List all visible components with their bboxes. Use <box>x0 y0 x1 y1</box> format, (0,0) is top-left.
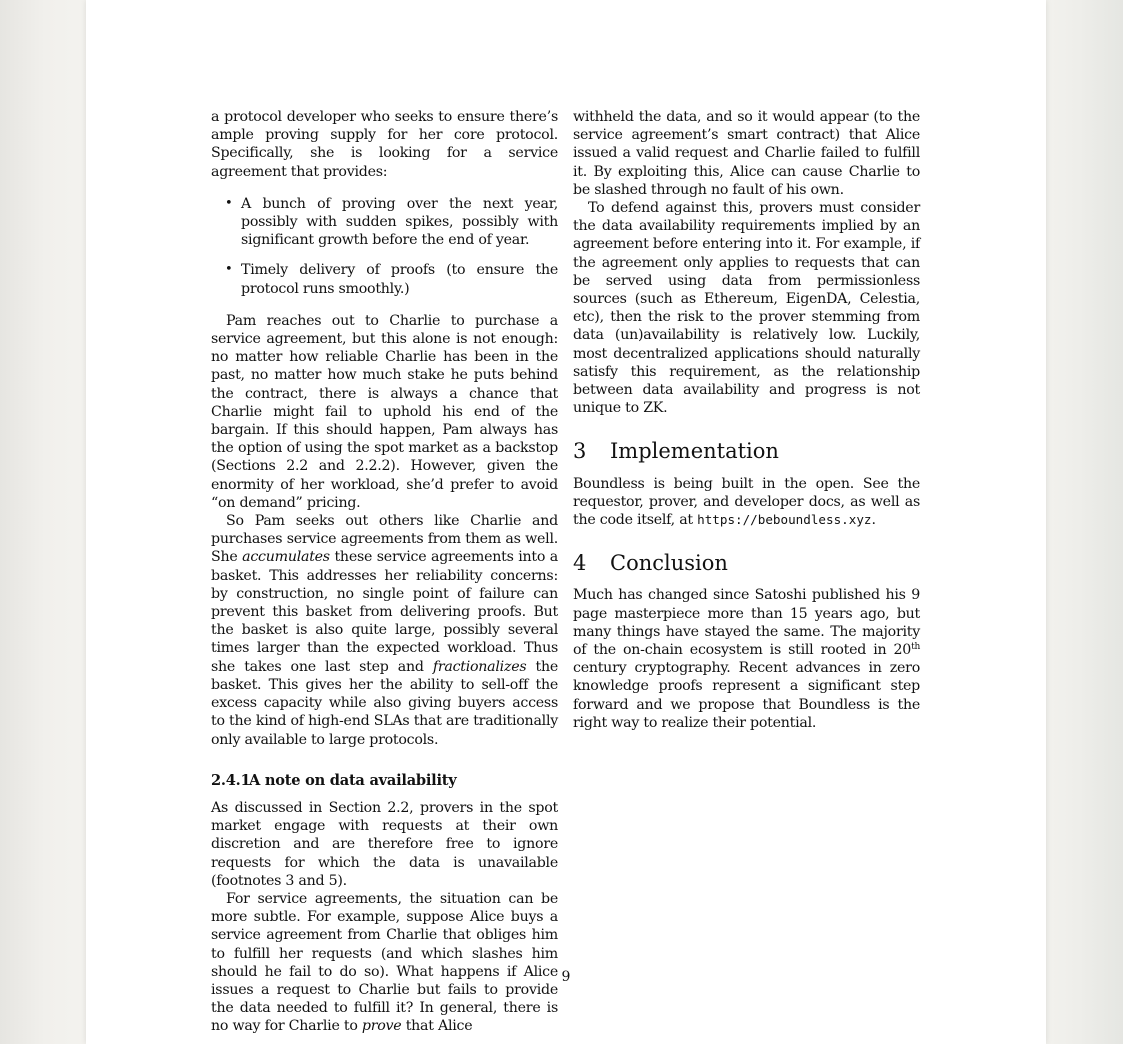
paragraph-pam: Pam reaches out to Charlie to purchase a service agreement, but this alone is not enough: no matter how reliable Charlie has been in the past, no matter how much stake he puts behind the contract, there is always a chance that Charlie might fail to uphold his end of the bargain. If this should happen, Pam always has the option of using the spot market as a backstop (Sections 2.2 and 2.2.2). However, given the enormity of her workload, she’d prefer to avoid “on demand” pricing. <box>211 312 558 511</box>
subsection-heading <box>211 772 558 790</box>
paragraph-continued: withheld the data, and so it would appear (to the service agreement’s smart contract) that Alice issued a valid request and Charlie failed to fulfill it. By exploiting this, Alice can cause Charlie to be slashed through no fault of his own. <box>573 109 920 198</box>
emphasis-accumulates: accumulates <box>242 549 330 566</box>
paragraph-data-availability-1: As discussed in Section 2.2, provers in the spot market engage with requests at their own discretion and are therefore free to ignore requests for which the data is unavailable (footnotes 3 and 5). <box>211 799 558 889</box>
left-column <box>211 108 558 1036</box>
section-title: Implementation <box>610 439 779 464</box>
section-number: 3 <box>573 439 587 464</box>
paper-page <box>86 0 1046 1044</box>
url-link[interactable]: https://beboundless.xyz <box>697 512 872 528</box>
paragraph-defend: To defend against this, provers must consider the data availability requirements implied by an agreement before entering into it. For example, if the agreement only applies to requests that can be served using data from permissionless sources (such as Ethereum, EigenDA, Celestia, etc), then the risk to the prover stemming from data (un)availability is relatively low. Luckily, most decentralized applications should naturally satisfy this requirement, as the relationship between data availability and progress is not unique to ZK. <box>573 200 920 417</box>
subsection-title: A note on data availability <box>249 771 457 789</box>
section-number: 4 <box>573 551 587 576</box>
emphasis-fractionalizes: fractionalizes <box>432 658 527 675</box>
list-item: • Timely delivery of proofs (to ensure the protocol runs smoothly.) <box>241 261 558 297</box>
section-heading-conclusion <box>573 551 920 576</box>
superscript-th: th <box>911 642 920 653</box>
section-heading-implementation <box>573 439 920 464</box>
emphasis-prove: prove <box>361 1018 402 1035</box>
page-number: 9 <box>561 969 571 985</box>
subsection-number: 2.4.1 <box>211 771 251 789</box>
requirements-list <box>211 195 558 298</box>
list-item: • A bunch of proving over the next year, possibly with sudden spikes, possibly with significant growth before the end of year. <box>241 195 558 250</box>
paragraph-conclusion: Much has changed since Satoshi published his 9 page masterpiece more than 15 years ago, but many things have stayed the same. The majority of the on-chain ecosystem is still rooted in 20th century cryptography. Recent advances in zero knowledge proofs represent a significant step forward and we propose that Boundless is the right way to realize their potential. <box>573 587 920 731</box>
paragraph-basket: So Pam seeks out others like Charlie and purchases service agreements from them as well. She accumulates these service agreements into a basket. This addresses her reliability concerns: by construction, no single point of failure can prevent this basket from delivering proofs. But the basket is also quite large, possibly several times larger than the expected workload. Thus she takes one last step and fractionalizes the basket. This gives her the ability to sell-off the excess capacity while also giving buyers access to the kind of high-end SLAs that are traditionally only available to large protocols. <box>211 513 559 748</box>
right-column <box>573 108 920 732</box>
section-title: Conclusion <box>610 551 728 576</box>
paragraph-implementation: Boundless is being built in the open. See the requestor, prover, and developer docs, as well as the code itself, at https://beboundless.xyz. <box>573 475 920 529</box>
paragraph-data-availability-2: For service agreements, the situation can be more subtle. For example, suppose Alice buys a service agreement from Charlie that obliges him to fulfill her requests (and which slashes him should he fail to do so). What happens if Alice issues a request to Charlie but fails to provide the data needed to fulfill it? In general, there is no way for Charlie to prove that Alice <box>211 890 558 1035</box>
intro-paragraph: a protocol developer who seeks to ensure there’s ample proving supply for her core protocol. Specifically, she is looking for a service agreement that provides: <box>211 109 558 180</box>
